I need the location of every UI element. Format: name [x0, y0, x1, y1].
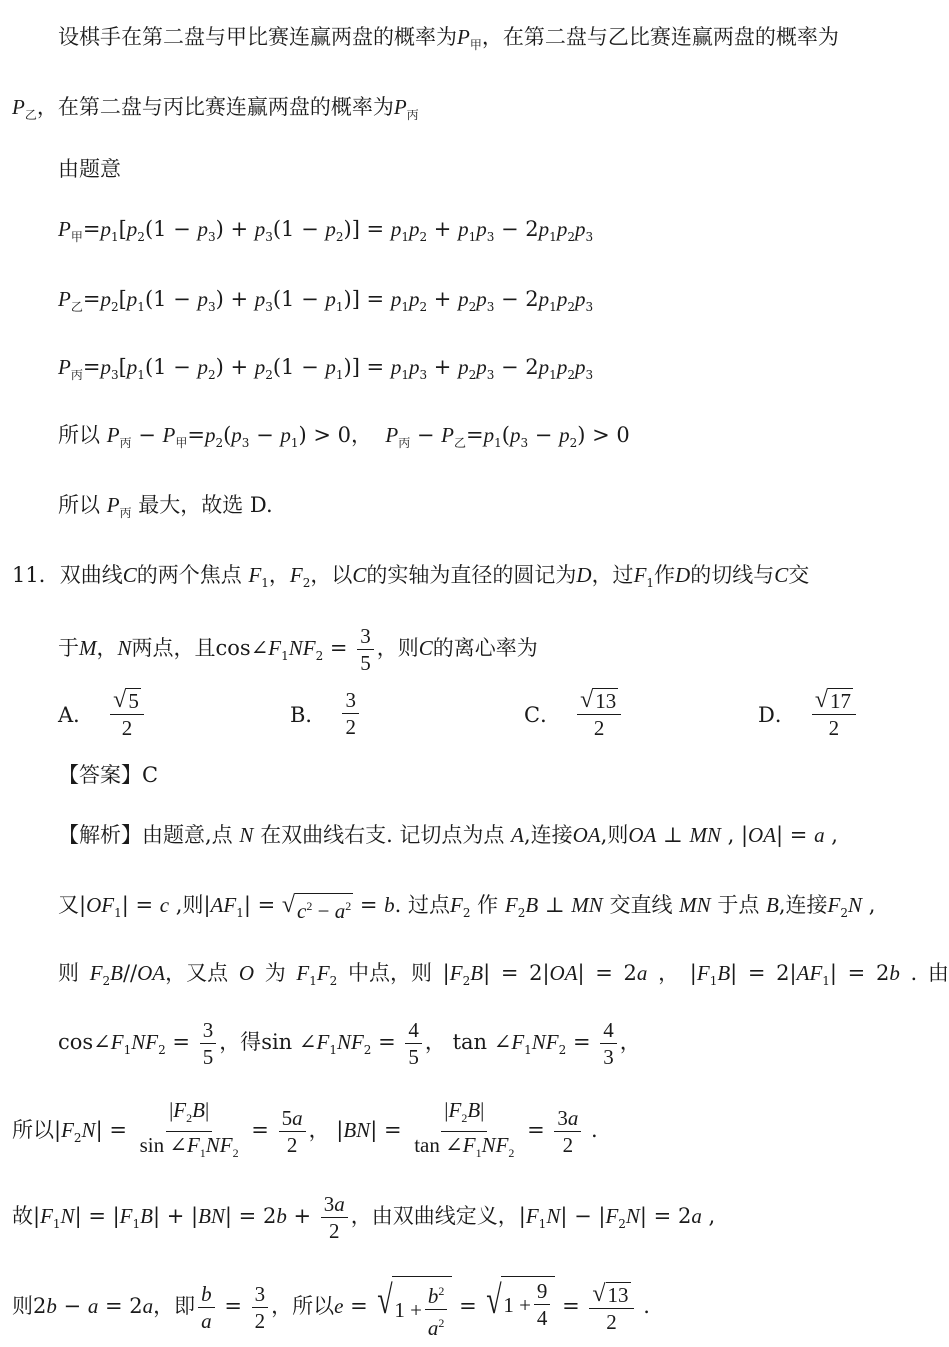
text-line: $P_乙$，在第二盘与丙比赛连赢两盘的概率为$P_丙$	[12, 95, 419, 122]
equation-yi: $P_乙=p_2[p_1(1 - p_3) + p_3(1 - p_1)] = p_1p_2 + p_2p_3 - 2p_1p_2p_3$	[58, 287, 594, 314]
text: ,连接	[523, 823, 573, 847]
text: ，在第二盘与丙比赛连赢两盘的概率为	[36, 95, 394, 119]
option-label: A．	[58, 703, 95, 727]
text: 交	[788, 563, 810, 587]
text: 在双曲线右支. 记切点为点	[260, 823, 505, 847]
text: 的离心率为	[432, 636, 538, 660]
text: 作	[654, 563, 676, 587]
option-label: C．	[524, 703, 562, 727]
analysis-line-6: 故$|F_1N| = |F_1B| + |BN| = 2b$ + $\frac{3a}{2}$ ，由双曲线定义，$|F_1N| - |F_2N| = 2a$ ,	[12, 1192, 716, 1243]
option-d[interactable]: D． √ 17 2	[758, 688, 859, 740]
text: 交直线	[609, 893, 673, 917]
text: ,则	[600, 823, 629, 847]
text-line: 设棋手在第二盘与甲比赛连赢两盘的概率为$P_甲$，在第二盘与乙比赛连赢两盘的概率为	[58, 25, 839, 52]
question-line-2: 于M，N两点，且$\cos\angle F_1NF_2$ = $\frac{3}{5}$ ，则C的离心率为	[58, 624, 538, 675]
text: 双曲线	[59, 563, 123, 587]
text: ，得	[219, 1030, 262, 1054]
equation-bing: $P_丙=p_3[p_1(1 - p_2) + p_2(1 - p_1)] = p_1p_3 + p_2p_3 - 2p_1p_2p_3$	[58, 355, 594, 382]
text: 由题意,点	[142, 823, 233, 847]
option-label: D．	[758, 703, 796, 727]
text: 两点，且	[131, 636, 216, 660]
text: 的实轴为直径的圆记为	[366, 563, 577, 587]
option-b[interactable]: B． $\frac{3}{2}$	[290, 688, 362, 739]
text: 中点，则	[348, 961, 432, 985]
question-line-1: 11．双曲线C的两个焦点 $F_1$，$F_2$，以C的实轴为直径的圆记为D，过$F_1$作D的切线与C交	[12, 563, 810, 590]
text: 所以	[58, 423, 100, 447]
question-number: 11．	[12, 563, 60, 587]
text: 设棋手在第二盘与甲比赛连赢两盘的概率为	[58, 25, 457, 49]
text: 由	[927, 961, 949, 985]
text: 故	[12, 1204, 33, 1228]
answer-value: C	[142, 763, 159, 787]
subscript: 丙	[406, 108, 419, 122]
text: ，则	[376, 636, 419, 660]
text: 的两个焦点	[136, 563, 242, 587]
analysis-line-7: 则2b − a = 2a，即 $\frac{b}{a}$ = $\frac{3}{2}$ ，所以e = √ 1 + $\frac{b^2}{a^2}$ = √ 1 + $\frac{9}{4}$ = √ 13 2 .	[12, 1277, 650, 1340]
answer-tag: 【答案】	[58, 763, 142, 787]
subscript: 甲	[469, 38, 482, 52]
text: 作	[477, 893, 499, 917]
text: 又	[58, 893, 79, 917]
text: 的切线与	[690, 563, 775, 587]
text: 于	[58, 636, 79, 660]
text: 为	[264, 961, 286, 985]
analysis-line-5: 所以$|F_2N|$ = $\frac{|F_2B|}{\sin \angle F_1NF_2}$ = $\frac{5a}{2}$ ， |BN| = $\frac{|F_2B|}{\tan \angle F_1NF_2}$ = $\frac{3a}{2}$ .	[12, 1098, 598, 1160]
text: ,连接	[778, 893, 828, 917]
text: ，所以	[271, 1294, 335, 1318]
option-a[interactable]: A． √ 5 2	[58, 688, 147, 740]
text: ，即	[153, 1294, 196, 1318]
intro-text: 由题意	[58, 157, 121, 181]
analysis-line-4: $\cos\angle F_1NF_2$ = $\frac{3}{5}$ ，得$\sin \angle F_1NF_2$ = $\frac{4}{5}$ ， $\tan \angle F_1NF_2$ = $\frac{4}{3}$ ，	[58, 1018, 641, 1069]
text: ，过	[591, 563, 634, 587]
equation-jia: $P_甲=p_1[p_2(1 - p_3) + p_3(1 - p_2)] = p_1p_2 + p_1p_3 - 2p_1p_2p_3$	[58, 217, 594, 244]
analysis-line-2: 又$|OF_1| = c$ ,则$|AF_1|$ = √ $c^2 - a^2$ = b. 过点$F_2$ 作 $F_2B$ ⊥ MN 交直线 MN 于点 B,连接$F_2N$ ,	[58, 892, 876, 923]
analysis-line-3: 则 $F_2B//OA$，又点 O 为 $F_1F_2$ 中点，则 $|F_2B| = 2|OA| = 2a$ ， $|F_1B| = 2|AF_1| = 2b$ . 由	[58, 961, 949, 988]
text: ，又点	[165, 961, 229, 985]
comparison-line: 所以 $P_丙 - P_甲=p_2(p_3 - p_1) > 0$， $P_丙 - P_乙=p_1(p_3 - p_2) > 0$	[58, 423, 630, 450]
text: . 过点	[394, 893, 451, 917]
analysis-tag: 【解析】	[58, 823, 142, 847]
text: 所以	[12, 1118, 54, 1142]
analysis-line-1: 【解析】由题意,点 N 在双曲线右支. 记切点为点 A,连接OA,则OA ⊥ MN , |OA| = a ,	[58, 823, 838, 847]
option-c[interactable]: C． √ 13 2	[524, 688, 624, 740]
conclusion-line: 所以 $P_丙$ 最大，故选 D.	[58, 493, 273, 520]
text: 则	[58, 961, 79, 985]
text: ,则	[175, 893, 204, 917]
text: 最大，故选 D.	[138, 493, 273, 517]
answer-line	[58, 760, 158, 790]
option-label: B．	[290, 702, 327, 727]
text: ，在第二盘与乙比赛连赢两盘的概率为	[481, 25, 839, 49]
text: ，以	[310, 563, 353, 587]
subscript: 乙	[24, 108, 37, 122]
text: 所以	[58, 493, 100, 517]
text: 则	[12, 1294, 33, 1318]
text: ，由双曲线定义，	[350, 1204, 519, 1228]
text: 于点	[717, 893, 760, 917]
